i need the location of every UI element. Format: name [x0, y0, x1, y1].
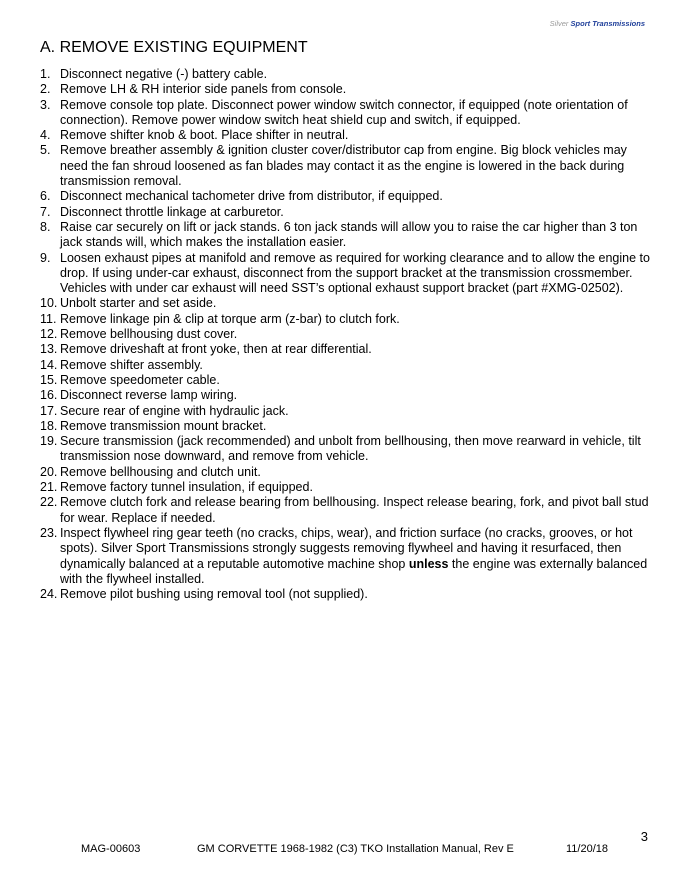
step-text-part: Remove pilot bushing using removal tool (not supplied). [60, 587, 368, 602]
step-text-part: Disconnect mechanical tachometer drive from distributor, if equipped. [60, 189, 443, 204]
step-text [60, 373, 650, 388]
step-text-part: Remove clutch fork and release bearing from bellhousing. Inspect release bearing, fork, and pivot ball stud for wear. Replace if needed. [60, 495, 649, 525]
step-item [40, 82, 650, 97]
step-item [40, 495, 650, 526]
section-heading: A. REMOVE EXISTING EQUIPMENT [40, 39, 308, 56]
step-text-part: Unbolt starter and set aside. [60, 296, 217, 311]
step-text-part: Remove linkage pin & clip at torque arm (z-bar) to clutch fork. [60, 311, 400, 326]
step-item [40, 143, 650, 189]
step-text-part: Remove LH & RH interior side panels from console. [60, 82, 347, 97]
step-number: 11. [40, 311, 57, 326]
step-text-part: Secure transmission (jack recommended) and unbolt from bellhousing, then move rearward in vehicle, tilt transmission nose downward, and remove from vehicle. [60, 434, 641, 464]
step-text-part: Inspect flywheel ring gear teeth (no cracks, chips, wear), and friction surface (no cracks, grooves, or hot spots). Silver Sport Transmissions strongly suggests removing flywheel and having it resurfaced, then dynamically balanced at a reputable automotive machine shop [60, 525, 633, 571]
step-text-part: Loosen exhaust pipes at manifold and remove as required for working clearance and to allow the engine to drop. If using under-car exhaust, disconnect from the support bracket at the transmission crossmember. Vehicles with under car exhaust will need SST’s optional exhaust support bracket (part #XMG-02502). [60, 250, 650, 296]
step-text [60, 143, 650, 189]
step-text [60, 67, 650, 82]
step-text [60, 434, 650, 465]
step-text-part: Remove speedometer cable. [60, 372, 220, 387]
step-text-part: Remove driveshaft at front yoke, then at rear differential. [60, 342, 372, 357]
steps-list [40, 67, 650, 602]
step-text-part: Remove transmission mount bracket. [60, 418, 267, 433]
step-text [60, 388, 650, 403]
step-number: 21. [40, 480, 58, 495]
step-item [40, 419, 650, 434]
step-text [60, 312, 650, 327]
step-text [60, 465, 650, 480]
step-text [60, 220, 650, 251]
step-item [40, 404, 650, 419]
step-text [60, 526, 650, 587]
step-item [40, 434, 650, 465]
step-text [60, 296, 650, 311]
step-text-part: Remove breather assembly & ignition cluster cover/distributor cap from engine. Big block vehicles may need the fan shroud loosened as fan blades may contact it as the engine is lowered in the back during transmission removal. [60, 143, 627, 189]
step-text [60, 251, 650, 297]
step-text-part: Disconnect negative (-) battery cable. [60, 67, 268, 81]
step-number: 17. [40, 403, 58, 418]
step-number: 23. [40, 525, 58, 540]
step-text [60, 419, 650, 434]
step-text [60, 189, 650, 204]
step-text [60, 82, 650, 97]
step-text [60, 495, 650, 526]
step-text [60, 98, 650, 129]
step-number: 18. [40, 418, 58, 433]
step-item [40, 388, 650, 403]
step-item [40, 342, 650, 357]
step-text [60, 404, 650, 419]
step-item [40, 526, 650, 587]
step-number: 16. [40, 388, 58, 403]
step-item [40, 587, 650, 602]
step-item [40, 128, 650, 143]
step-item [40, 251, 650, 297]
step-item [40, 296, 650, 311]
step-text [60, 128, 650, 143]
step-item [40, 327, 650, 342]
step-text-part: Disconnect reverse lamp wiring. [60, 388, 238, 403]
step-text [60, 327, 650, 342]
step-number: 6. [40, 189, 51, 204]
step-item [40, 220, 650, 251]
step-item [40, 480, 650, 495]
step-text-part: Remove shifter assembly. [60, 357, 203, 372]
step-text-part: Raise car securely on lift or jack stands. 6 ton jack stands will allow you to raise the car higher than 3 ton jack stands will, which makes the installation easier. [60, 219, 638, 250]
step-text-part: Disconnect throttle linkage at carburetor. [60, 204, 284, 219]
step-item [40, 312, 650, 327]
step-item [40, 358, 650, 373]
step-item [40, 205, 650, 220]
step-item [40, 67, 650, 82]
step-number: 22. [40, 495, 58, 510]
step-number: 8. [40, 219, 51, 234]
step-text-part: the engine was externally balanced with the flywheel installed. [60, 556, 648, 586]
step-number: 14. [40, 357, 58, 372]
step-number: 2. [40, 82, 51, 97]
step-text [60, 358, 650, 373]
logo-sport-text: Sport Transmissions [570, 19, 645, 28]
page-number: 3 [640, 829, 648, 844]
step-number: 4. [40, 128, 51, 143]
step-item [40, 189, 650, 204]
step-number: 7. [40, 204, 51, 219]
step-text [60, 342, 650, 357]
step-item [40, 373, 650, 388]
step-number: 5. [40, 143, 51, 158]
step-number: 10. [40, 296, 58, 311]
step-text [60, 587, 650, 602]
footer-date: 11/20/18 [566, 843, 609, 855]
footer-doc-code: MAG-00603 [81, 843, 141, 855]
footer-title: GM CORVETTE 1968-1982 (C3) TKO Installation Manual, Rev E [197, 843, 514, 855]
step-number: 24. [40, 587, 58, 602]
step-text-part: Remove factory tunnel insulation, if equipped. [60, 480, 313, 495]
step-number: 1. [40, 67, 51, 81]
step-text-part: Remove bellhousing dust cover. [60, 327, 238, 342]
step-number: 19. [40, 434, 58, 449]
logo-silver-text: Silver [549, 19, 569, 28]
step-number: 9. [40, 250, 51, 265]
step-number: 12. [40, 327, 58, 342]
step-number: 3. [40, 97, 51, 112]
brand-logo [550, 19, 645, 28]
step-item [40, 98, 650, 129]
step-item [40, 465, 650, 480]
step-number: 13. [40, 342, 58, 357]
step-text [60, 480, 650, 495]
step-text-part: Remove console top plate. Disconnect power window switch connector, if equipped (note orientation of connection). Remove power window switch heat shield cup and switch, if equipped. [60, 97, 628, 127]
step-text-part: Secure rear of engine with hydraulic jack. [60, 403, 289, 418]
step-text-part: Remove bellhousing and clutch unit. [60, 464, 261, 479]
step-text-emphasis: unless [408, 556, 449, 571]
step-number: 15. [40, 372, 58, 387]
step-text-part: Remove shifter knob & boot. Place shifter in neutral. [60, 128, 349, 143]
step-text [60, 205, 650, 220]
step-number: 20. [40, 464, 58, 479]
